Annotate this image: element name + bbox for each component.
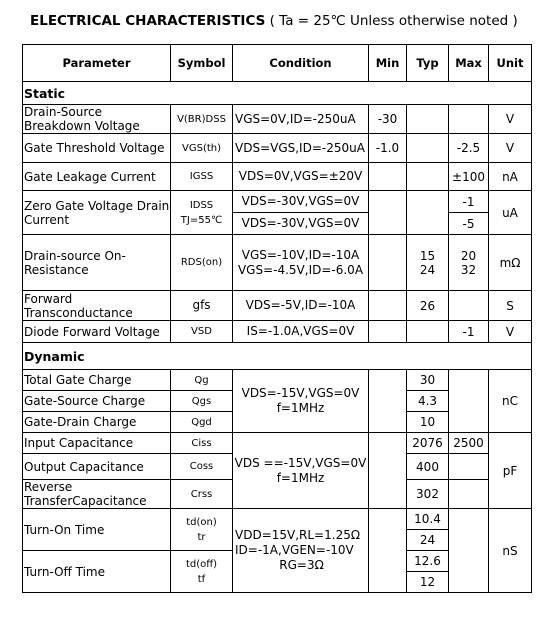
typ-coss: 400 — [407, 454, 449, 480]
min-vsd — [369, 321, 407, 343]
header-min: Min — [369, 45, 407, 82]
param-ciss: Input Capacitance — [23, 433, 171, 454]
table-row — [23, 105, 532, 134]
param-vsd: Diode Forward Voltage — [23, 321, 171, 343]
max-rdson-2: 32 — [460, 262, 477, 277]
condition-switching-3: RG=3Ω — [279, 558, 324, 572]
symbol-tdoff: td(off) — [185, 558, 218, 570]
symbol-qgs: Qgs — [171, 391, 233, 412]
param-crss: Reverse TransferCapacitance — [23, 480, 171, 509]
symbol-rdson: RDS(on) — [171, 235, 233, 291]
electrical-characteristics-table — [22, 44, 532, 593]
max-rdson — [449, 235, 489, 291]
unit-capacitance: pF — [489, 433, 532, 509]
symbol-idss-temp: TJ=55℃ — [180, 214, 223, 226]
max-charge — [449, 370, 489, 433]
unit-vsd: V — [489, 321, 532, 343]
max-vsd: -1 — [449, 321, 489, 343]
unit-vgsth: V — [489, 134, 532, 163]
symbol-crss: Crss — [171, 480, 233, 509]
condition-charge-1: VDS=-15V,VGS=0V — [241, 386, 360, 400]
table-row — [23, 235, 532, 291]
typ-tdon: 10.4 — [407, 509, 449, 530]
condition-switching-1: VDD=15V,RL=1.25Ω — [235, 528, 361, 542]
symbol-vgsth: VGS(th) — [171, 134, 233, 163]
typ-rdson — [407, 235, 449, 291]
condition-charge-2: f=1MHz — [276, 401, 325, 415]
unit-igss: nA — [489, 163, 532, 191]
condition-charge — [233, 370, 369, 433]
header-max: Max — [449, 45, 489, 82]
symbol-idss — [171, 191, 233, 235]
condition-idss-1: VDS=-30V,VGS=0V — [233, 191, 369, 213]
unit-rdson: mΩ — [489, 235, 532, 291]
min-vgsth: -1.0 — [369, 134, 407, 163]
min-capacitance — [369, 433, 407, 509]
max-gfs — [449, 291, 489, 321]
condition-bvdss: VGS=0V,ID=-250uA — [233, 105, 369, 134]
typ-vsd — [407, 321, 449, 343]
table-row — [23, 321, 532, 343]
param-ton: Turn-On Time — [23, 509, 171, 551]
typ-vgsth — [407, 134, 449, 163]
table-row — [23, 134, 532, 163]
header-condition: Condition — [233, 45, 369, 82]
max-coss — [449, 454, 489, 480]
symbol-tdon: td(on) — [186, 516, 217, 528]
header-symbol: Symbol — [171, 45, 233, 82]
typ-qgd: 10 — [407, 412, 449, 433]
table-row — [23, 509, 532, 530]
unit-charge: nC — [489, 370, 532, 433]
param-coss: Output Capacitance — [23, 454, 171, 480]
condition-rdson-2: VGS=-4.5V,ID=-6.0A — [237, 262, 364, 277]
table-row — [23, 191, 532, 213]
condition-idss-2: VDS=-30V,VGS=0V — [233, 213, 369, 235]
param-rdson: Drain-source On-Resistance — [23, 235, 171, 291]
table-row — [23, 370, 532, 391]
typ-qg: 30 — [407, 370, 449, 391]
condition-vsd: IS=-1.0A,VGS=0V — [233, 321, 369, 343]
unit-idss: uA — [489, 191, 532, 235]
condition-vgsth: VDS=VGS,ID=-250uA — [233, 134, 369, 163]
max-switching — [449, 509, 489, 593]
typ-rdson-1: 15 — [419, 248, 436, 263]
min-gfs — [369, 291, 407, 321]
table-row — [23, 291, 532, 321]
max-idss-2: -5 — [449, 213, 489, 235]
unit-bvdss: V — [489, 105, 532, 134]
section-dynamic-row — [23, 343, 532, 370]
min-switching — [369, 509, 407, 593]
symbol-qgd: Qgd — [171, 412, 233, 433]
max-vgsth: -2.5 — [449, 134, 489, 163]
param-qgd: Gate-Drain Charge — [23, 412, 171, 433]
unit-switching: nS — [489, 509, 532, 593]
param-qgs: Gate-Source Charge — [23, 391, 171, 412]
symbol-qg: Qg — [171, 370, 233, 391]
min-igss — [369, 163, 407, 191]
condition-switching-2: ID=-1A,VGEN=-10V — [235, 543, 354, 557]
condition-rdson-1: VGS=-10V,ID=-10A — [241, 247, 360, 262]
param-igss: Gate Leakage Current — [23, 163, 171, 191]
symbol-tf: tf — [197, 573, 206, 585]
header-row — [23, 45, 532, 82]
param-idss: Zero Gate Voltage Drain Current — [23, 191, 171, 235]
typ-qgs: 4.3 — [407, 391, 449, 412]
typ-tdoff: 12.6 — [407, 551, 449, 572]
max-idss-1: -1 — [449, 191, 489, 213]
max-rdson-1: 20 — [460, 248, 477, 263]
typ-rdson-2: 24 — [419, 262, 436, 277]
section-static-row — [23, 82, 532, 105]
symbol-igss: IGSS — [171, 163, 233, 191]
condition-capacitance-2: f=1MHz — [276, 470, 325, 485]
symbol-gfs: gfs — [171, 291, 233, 321]
min-charge — [369, 370, 407, 433]
max-bvdss — [449, 105, 489, 134]
symbol-ciss: Ciss — [171, 433, 233, 454]
min-bvdss: -30 — [369, 105, 407, 134]
typ-bvdss — [407, 105, 449, 134]
param-toff: Turn-Off Time — [23, 551, 171, 593]
section-static: Static — [23, 82, 532, 105]
header-typ: Typ — [407, 45, 449, 82]
condition-capacitance-1: VDS ==-15V,VGS=0V — [234, 455, 367, 470]
table-row — [23, 163, 532, 191]
symbol-tr: tr — [197, 531, 206, 543]
symbol-idss-main: IDSS — [189, 199, 214, 211]
symbol-bvdss: V(BR)DSS — [171, 105, 233, 134]
section-dynamic: Dynamic — [23, 343, 532, 370]
header-unit: Unit — [489, 45, 532, 82]
typ-idss — [407, 191, 449, 235]
symbol-ton — [171, 509, 233, 551]
typ-crss: 302 — [407, 480, 449, 509]
unit-gfs: S — [489, 291, 532, 321]
max-crss — [449, 480, 489, 509]
symbol-toff — [171, 551, 233, 593]
typ-gfs: 26 — [407, 291, 449, 321]
condition-capacitance — [233, 433, 369, 509]
title-conditions: ( Ta = 25℃ Unless otherwise noted ) — [265, 13, 518, 29]
param-vgsth: Gate Threshold Voltage — [23, 134, 171, 163]
condition-rdson — [233, 235, 369, 291]
param-qg: Total Gate Charge — [23, 370, 171, 391]
typ-tf: 12 — [407, 572, 449, 593]
condition-gfs: VDS=-5V,ID=-10A — [233, 291, 369, 321]
condition-igss: VDS=0V,VGS=±20V — [233, 163, 369, 191]
header-parameter: Parameter — [23, 45, 171, 82]
param-gfs: Forward Transconductance — [23, 291, 171, 321]
title-bold: ELECTRICAL CHARACTERISTICS — [30, 13, 266, 29]
param-bvdss: Drain-Source Breakdown Voltage — [23, 105, 171, 134]
typ-tr: 24 — [407, 530, 449, 551]
condition-switching — [233, 509, 369, 593]
symbol-vsd: VSD — [171, 321, 233, 343]
max-ciss: 2500 — [449, 433, 489, 454]
typ-igss — [407, 163, 449, 191]
min-idss — [369, 191, 407, 235]
table-row — [23, 433, 532, 454]
symbol-coss: Coss — [171, 454, 233, 480]
min-rdson — [369, 235, 407, 291]
max-igss: ±100 — [449, 163, 489, 191]
typ-ciss: 2076 — [407, 433, 449, 454]
document-title — [30, 13, 518, 29]
